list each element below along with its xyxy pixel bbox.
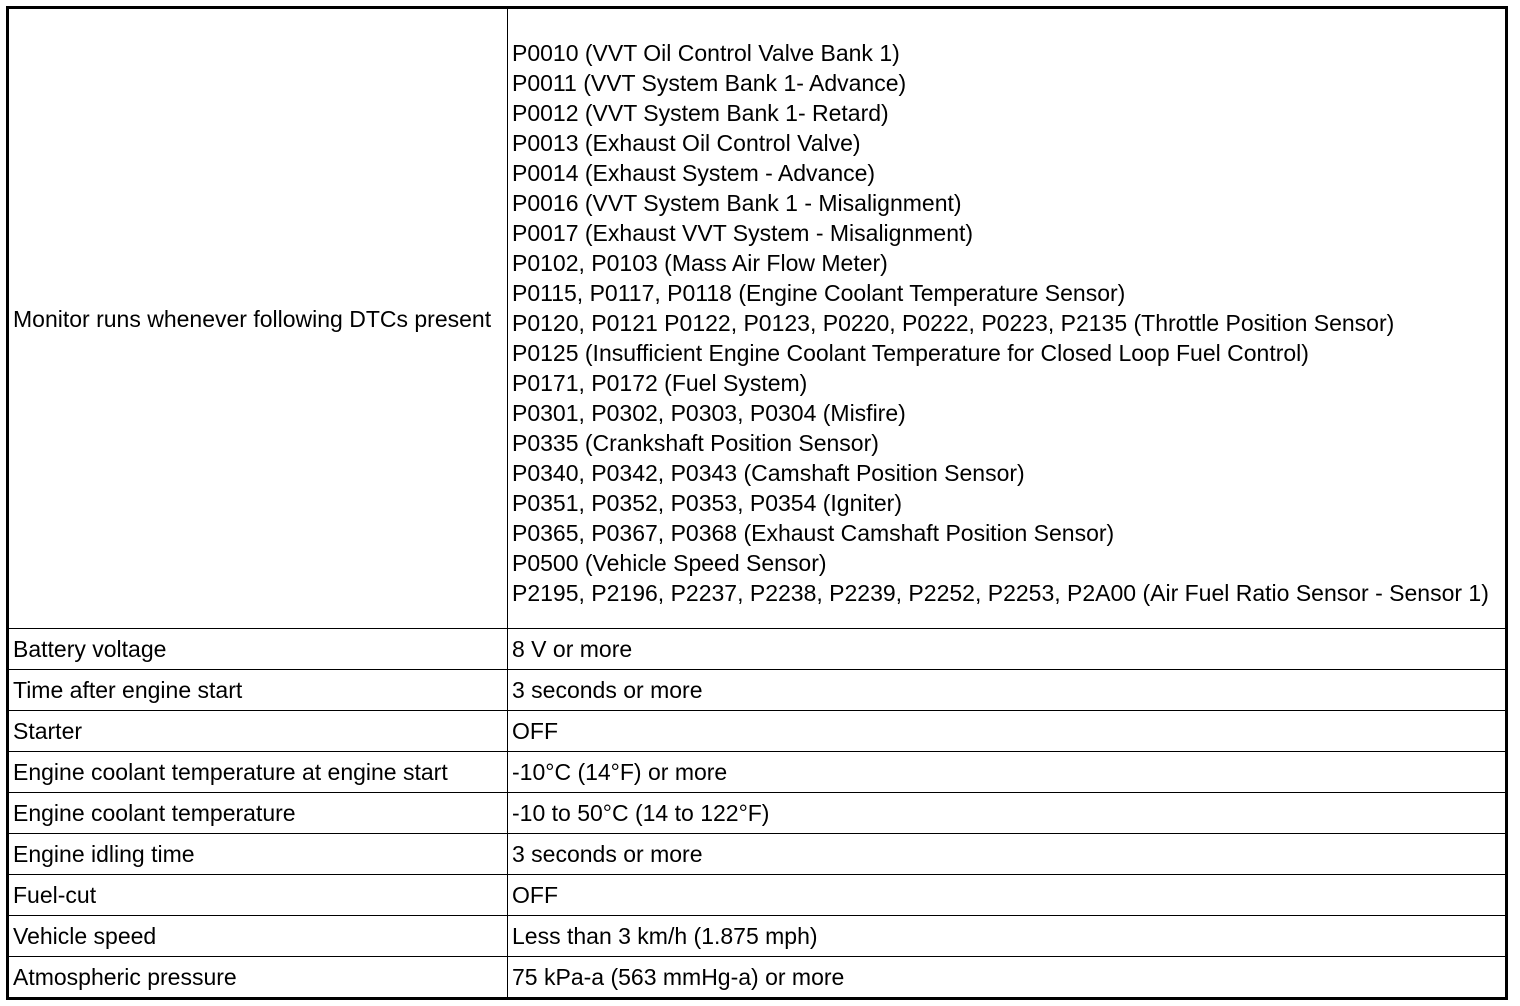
condition-value: 75 kPa-a (563 mmHg-a) or more — [508, 957, 1507, 999]
dtc-code-line: P0102, P0103 (Mass Air Flow Meter) — [512, 249, 888, 276]
table-row — [8, 752, 1507, 793]
condition-value: OFF — [508, 875, 1507, 916]
condition-value: 8 V or more — [508, 629, 1507, 670]
dtc-code-line: P0017 (Exhaust VVT System - Misalignment) — [512, 219, 974, 246]
condition-label: Starter — [8, 711, 508, 752]
condition-label: Atmospheric pressure — [8, 957, 508, 999]
table-row — [8, 834, 1507, 875]
condition-label: Battery voltage — [8, 629, 508, 670]
dtc-code-line: P0115, P0117, P0118 (Engine Coolant Temperature Sensor) — [512, 279, 1126, 306]
dtc-row-label: Monitor runs whenever following DTCs present — [8, 8, 508, 629]
dtc-code-line: P0351, P0352, P0353, P0354 (Igniter) — [512, 489, 903, 516]
dtc-list — [508, 8, 1507, 629]
table-row — [8, 670, 1507, 711]
dtc-code-line: P0340, P0342, P0343 (Camshaft Position Sensor) — [512, 459, 1025, 486]
conditions-table — [6, 6, 1508, 1000]
dtc-code-line: P0301, P0302, P0303, P0304 (Misfire) — [512, 399, 906, 426]
condition-label: Vehicle speed — [8, 916, 508, 957]
condition-label: Time after engine start — [8, 670, 508, 711]
table-row — [8, 916, 1507, 957]
table-row — [8, 793, 1507, 834]
condition-label: Engine idling time — [8, 834, 508, 875]
dtc-code-line: P0365, P0367, P0368 (Exhaust Camshaft Position Sensor) — [512, 519, 1115, 546]
dtc-code-line: P0500 (Vehicle Speed Sensor) — [512, 549, 827, 576]
dtc-code-line: P0011 (VVT System Bank 1- Advance) — [512, 69, 907, 96]
table-row — [8, 629, 1507, 670]
dtc-code-line: P0013 (Exhaust Oil Control Valve) — [512, 129, 861, 156]
condition-value: 3 seconds or more — [508, 834, 1507, 875]
condition-value: OFF — [508, 711, 1507, 752]
dtc-code-line: P0125 (Insufficient Engine Coolant Temperature for Closed Loop Fuel Control) — [512, 339, 1309, 366]
condition-label: Engine coolant temperature at engine start — [8, 752, 508, 793]
dtc-row — [8, 8, 1507, 629]
dtc-code-line: P0171, P0172 (Fuel System) — [512, 369, 808, 396]
dtc-code-line: P0014 (Exhaust System - Advance) — [512, 159, 876, 186]
condition-value: -10°C (14°F) or more — [508, 752, 1507, 793]
table-row — [8, 957, 1507, 999]
condition-value: -10 to 50°C (14 to 122°F) — [508, 793, 1507, 834]
dtc-code-line: P0010 (VVT Oil Control Valve Bank 1) — [512, 39, 900, 66]
table-row — [8, 711, 1507, 752]
dtc-code-line: P0335 (Crankshaft Position Sensor) — [512, 429, 879, 456]
condition-value: 3 seconds or more — [508, 670, 1507, 711]
condition-value: Less than 3 km/h (1.875 mph) — [508, 916, 1507, 957]
dtc-code-line: P0012 (VVT System Bank 1- Retard) — [512, 99, 889, 126]
dtc-code-line: P2195, P2196, P2237, P2238, P2239, P2252, P2253, P2A00 (Air Fuel Ratio Sensor - Sensor 1) — [512, 579, 1489, 606]
dtc-code-line: P0016 (VVT System Bank 1 - Misalignment) — [512, 189, 962, 216]
condition-label: Engine coolant temperature — [8, 793, 508, 834]
dtc-code-line: P0120, P0121 P0122, P0123, P0220, P0222, P0223, P2135 (Throttle Position Sensor) — [512, 309, 1395, 336]
condition-label: Fuel-cut — [8, 875, 508, 916]
table-row — [8, 875, 1507, 916]
